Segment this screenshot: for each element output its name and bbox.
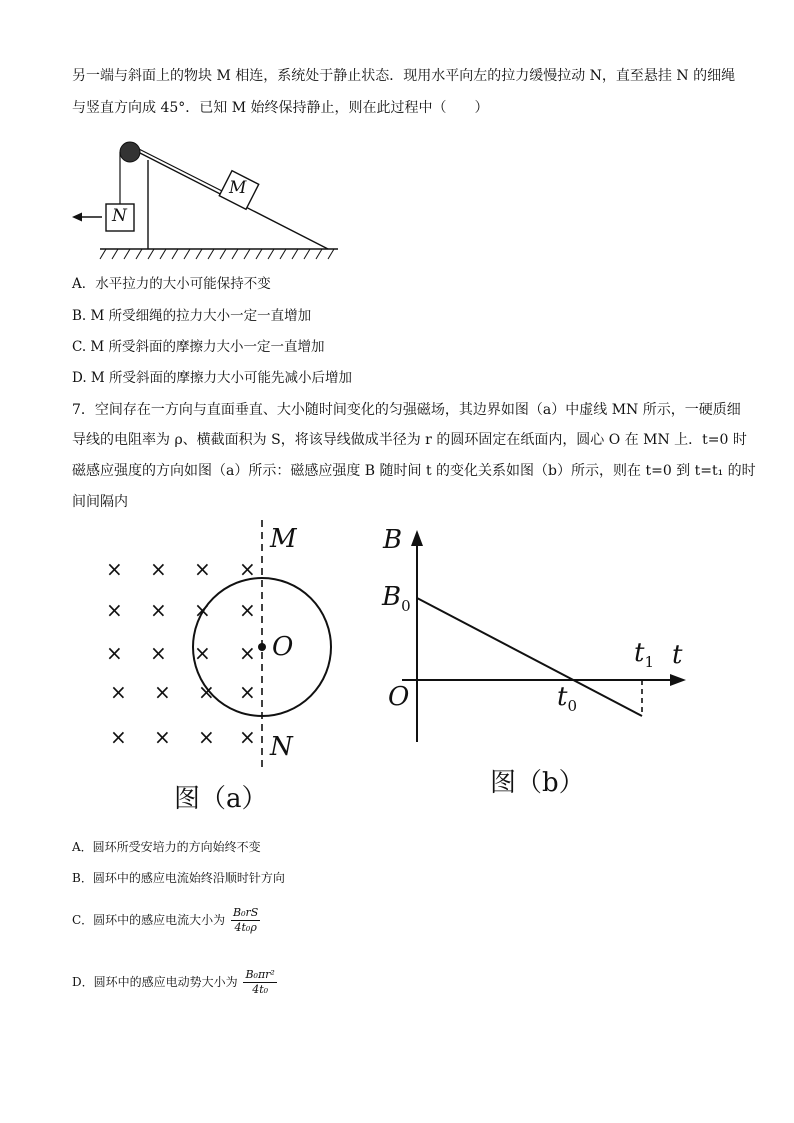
field-cross-icon: × [110,725,127,749]
q6-text-line-2: 与竖直方向成 45°．已知 M 始终保持静止，则在此过程中（ ） [72,100,489,116]
q7-option-d [72,968,277,997]
q6-option-b: B. M 所受细绳的拉力大小一定一直增加 [72,308,312,324]
q7-option-d-denominator: 4t₀ [252,983,269,996]
field-cross-icon: × [106,641,123,665]
figure-a-label-o: O [272,632,294,662]
q6-text-line-1: 另一端与斜面上的物块 M 相连，系统处于静止状态．现用水平向左的拉力缓慢拉动 N，直至悬挂 N 的细绳 [72,68,736,84]
q7-option-a: A．圆环所受安培力的方向始终不变 [72,840,261,854]
field-cross-icon: × [154,680,171,704]
field-cross-icon: × [239,725,256,749]
field-cross-icon: × [198,680,215,704]
figure-a-label-n: N [270,732,293,762]
q7-option-d-text: D．圆环中的感应电动势大小为 [72,975,238,989]
figure-b-label-t1-sub: 1 [644,653,654,672]
field-cross-icon: × [110,680,127,704]
field-cross-icon: × [239,680,256,704]
figure-b-label-t0-sub: 0 [567,697,577,716]
q7-text-line-1: 7．空间存在一方向与直面垂直、大小随时间变化的匀强磁场，其边界如图（a）中虚线 MN 所示，一硬质细 [72,402,741,418]
field-cross-icon: × [239,598,256,622]
field-cross-icon: × [106,598,123,622]
block-n-label: N [112,206,127,226]
field-cross-icon: × [194,598,211,622]
field-cross-icon: × [150,598,167,622]
field-cross-icon: × [239,641,256,665]
q7-option-d-numerator: B₀πr² [245,968,275,981]
field-cross-icon: × [150,641,167,665]
q7-option-d-fraction [243,968,276,997]
figure-a-magnetic-field [95,515,345,775]
q6-option-d: D. M 所受斜面的摩擦力大小可能先减小后增加 [72,370,353,386]
figure-b-label-t0-main: t [557,682,568,712]
field-cross-icon: × [194,557,211,581]
field-cross-icon: × [154,725,171,749]
field-cross-icon: × [194,641,211,665]
q7-text-line-2: 导线的电阻率为 ρ、横截面积为 S，将该导线做成半径为 r 的圆环固定在纸面内，圆心 O 在 MN 上．t=0 时 [72,432,747,448]
q7-text-line-3: 磁感应强度的方向如图（a）所示：磁感应强度 B 随时间 t 的变化关系如图（b）所示，则在 t=0 到 t=t₁ 的时 [72,463,756,479]
figure-b-label-t0 [557,682,577,715]
figure-b-label-o: O [388,682,410,712]
q7-option-c [72,906,260,935]
figure-a-label-m: M [270,524,297,554]
incline-pulley-figure [60,135,350,265]
field-cross-icon: × [198,725,215,749]
q7-option-b: B．圆环中的感应电流始终沿顺时针方向 [72,871,285,885]
figure-a-caption: 图（a） [174,784,268,814]
q6-option-a: A．水平拉力的大小可能保持不变 [72,276,271,292]
q6-option-c: C. M 所受斜面的摩擦力大小一定一直增加 [72,339,325,355]
figure-b-label-b: B [383,525,403,555]
figure-b-label-t1-main: t [634,638,645,668]
figure-b-label-b0-main: B [382,582,402,612]
q7-text-line-4: 间间隔内 [72,494,128,510]
q7-option-c-numerator: B₀rS [233,906,259,919]
q7-option-c-denominator: 4t₀ρ [234,921,257,934]
q7-option-c-fraction [231,906,260,935]
block-m-label: M [229,178,247,198]
field-cross-icon: × [106,557,123,581]
field-cross-icon: × [150,557,167,581]
figure-b-label-t: t [672,640,683,670]
figure-b-label-b0 [382,582,411,615]
field-cross-icon: × [239,557,256,581]
figure-b-caption: 图（b） [490,768,585,798]
q7-option-c-text: C．圆环中的感应电流大小为 [72,913,226,927]
figure-b-label-b0-sub: 0 [401,597,411,616]
figure-b-label-t1 [634,638,654,671]
